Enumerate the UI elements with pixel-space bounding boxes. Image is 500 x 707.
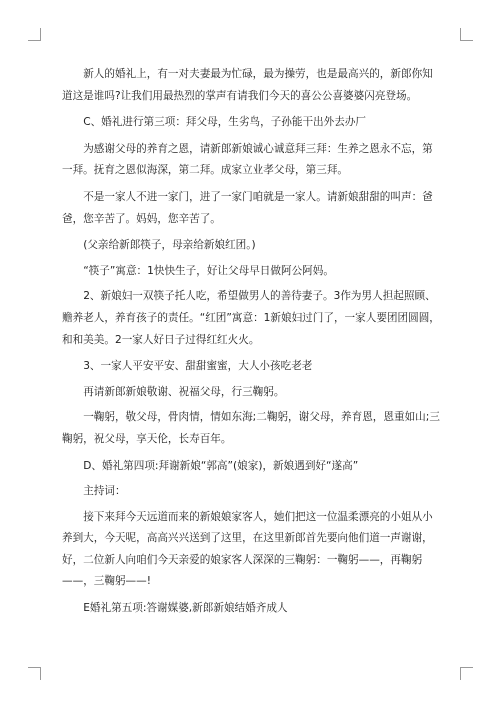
section-heading-d: D、婚礼第四项:拜谢新娘“郭高”(娘家)，新娘遇到好“遂高” — [83, 459, 359, 472]
host-lines-label: 主持词： — [83, 485, 126, 498]
paragraph-gifts-note: (父亲给新郎筷子，母亲给新娘红团。) — [83, 239, 256, 252]
crop-mark-top-left — [28, 28, 41, 41]
paragraph-three-bows-request: 再请新郎新娘敬谢、祝福父母，行三鞠躬。 — [83, 385, 285, 398]
section-heading-c: C、婚礼进行第三项：拜父母，生劣鸟，子孙能干出外去办厂 — [83, 116, 367, 129]
crop-mark-top-right — [460, 28, 473, 41]
section-heading-e: E婚礼第五项:答谢媒婆,新郎新娘结婚齐成人 — [83, 602, 288, 615]
crop-mark-bottom-right — [460, 667, 473, 680]
crop-mark-bottom-left — [28, 667, 41, 680]
paragraph-three-bows-parents: 为感谢父母的养育之恩，请新郎新娘诚心诚意拜三拜：生养之恩永不忘，第一拜。抚育之恩似海深，第二拜。成家立业孝父母，第三拜。 — [62, 142, 433, 177]
paragraph-chopsticks-meaning: “筷子”寓意：1快快生子，好让父母早日做阿公阿妈。 — [83, 264, 334, 277]
paragraph-in-laws-intro: 新人的婚礼上，有一对夫妻最为忙碌，最为操劳，也是最高兴的，新郎你知道这是谁吗?让我们用最热烈的掌声有请我们今天的喜公公喜婆婆闪亮登场。 — [62, 68, 433, 102]
document-body — [62, 64, 442, 625]
paragraph-bow-blessings: 一鞠躬，敬父母，骨肉情，情如东海;二鞠躬，谢父母，养育恩，恩重如山;三鞠躬，祝父母，享天伦，长寿百年。 — [62, 411, 440, 445]
paragraph-bride-family-thanks: 接下来拜今天远道而来的新娘娘家客人，她们把这一位温柔漂亮的小姐从小养到大，今天呢，高高兴兴送到了这里，在这里新郎首先要向他们道一声谢谢，好，二位新人向咱们今天亲爱的娘家客人深深的三鞠躬：一鞠躬——，再鞠躬——，三鞠躬——! — [62, 510, 433, 588]
paragraph-one-family: 不是一家人不进一家门，进了一家门咱就是一家人。请新娘甜甜的叫声：爸爸，您辛苦了。妈妈，您辛苦了。 — [62, 190, 433, 225]
paragraph-red-tuan-meaning: 2、新娘妇一双筷子托人吃，希望做男人的善待妻子。3作为男人担起照顾、赡养老人，养育孩子的责任。“红团”寓意：1新娘妇过门了，一家人要团团圆圆，和和美美。2一家人好日子过得红红火火。 — [62, 290, 440, 346]
paragraph-family-peace: 3、一家人平安平安、甜甜蜜蜜，大人小孩吃老老 — [83, 360, 313, 373]
